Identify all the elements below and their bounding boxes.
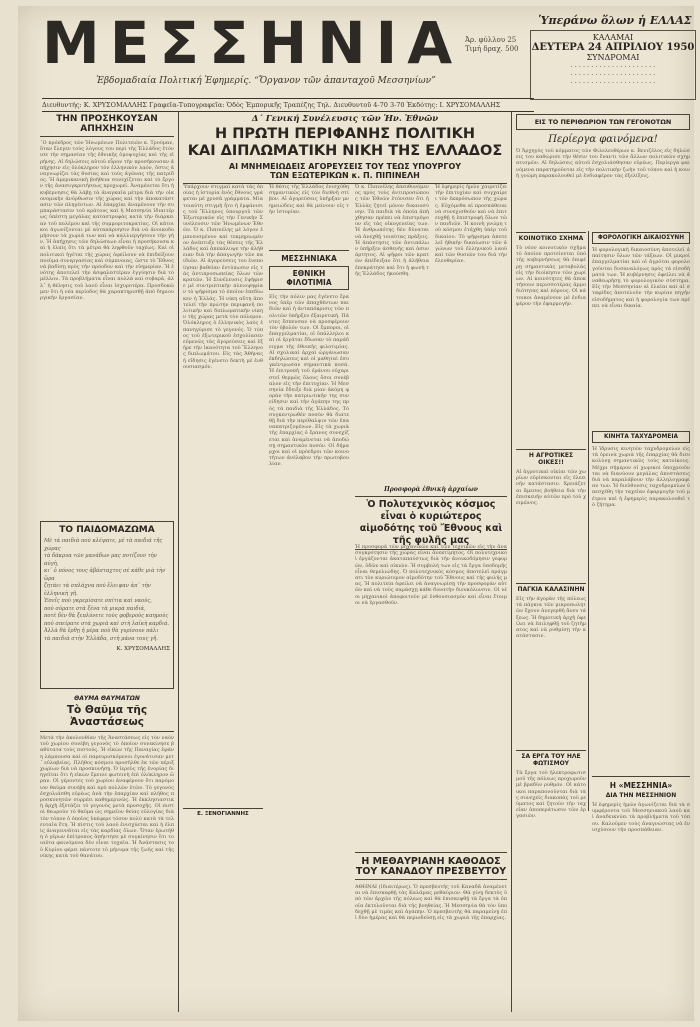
poem-body: Μὲ τὰ παιδιὰ ποὺ κλέψατε, μὲ τὰ παιδιὰ τῆς χώρας τὰ δάκρυα τῶν μανάδων μας ποτίζουν τὴν αὐγὴ, κι᾿ ὁ πόνος τους ἀβάσταχτος σὲ κάθε μιὰ τὴν ὥρα ζητάει τὰ σπλάχνα ποὺ ἔλειψαν ἀπ᾿ τὴν ἑλληνικὴ γῆ. Ἐσεῖς ποὺ γκρεμίσατε σπίτια καὶ ναούς, ποὺ σύρατε στὰ ξένα τὰ μικρὰ παιδιά, ποτὲ δὲν θὰ ξεπλύνετε τοὺς φοβεροὺς καημούς ποὺ σπείρατε στὰ χωριὰ καὶ στὴ λαϊκὴ καρδιά. Ἀλλὰ θὰ ἔρθῃ ἡ μέρα ποὺ θὰ γυρίσουν πάλι τὰ παιδιὰ στὴν Ἑλλάδα, στὴ μάνα τους γῆ. — [44, 538, 170, 642]
subscriptions-label: ΣΥΝΔΡΟΜΑΙ — [586, 53, 640, 62]
agrotikes-title: Η ΑΓΡΟΤΙΚΕΣ ΟΙΚΕΣ!! — [516, 449, 586, 466]
center-body-1: Ὑπάρχουν στιγμαὶ κατὰ τὰς ὁποίας ἡ ἱστορία ἑνὸς ἔθνους γράφεται μὲ χρυσᾶ γράμματα. Μία τοιαύτη στιγμὴ ἦτο ἡ ἐμφάνισις τοῦ Ἕλληνος ὑπουργοῦ τῶν Ἐξωτερικῶν εἰς τὴν Γενικὴν Συνέλευσιν τῶν Ἡνωμένων Ἐθνῶν. Ὁ κ. Πιπινέλης μὲ λόγον ἐμπνευσμένον καὶ τεκμηριωμένον ἀνέπτυξε τὰς θέσεις τῆς Ἑλλάδος καὶ ἀπεκάλυψε τὴν ἀλήθειαν διὰ τὴν ἀπαγωγὴν τῶν παιδιῶν. Αἱ ἀγορεύσεις του ἐνεποίησαν βαθεῖαν ἐντύπωσιν εἰς τὰς ἀντιπροσωπείας ὅλων τῶν κρατῶν. Ἡ Συνέλευσις ἐψήφισε μὲ συντριπτικὴν πλειοψηφίαν τὸ ψήφισμα τὸ ὁποῖον ἐπεδίωκεν ἡ Ἑλλάς. Ἡ νίκη αὕτη ἀποτελεῖ τὴν πρώτην περιφανῆ πολιτικὴν καὶ διπλωματικὴν νίκην τῆς χώρας μετὰ τὸν πόλεμον. Ὁλόκληρος ὁ ἑλληνικὸς λαὸς ἐπανηγύρισε τὸ γεγονός. Ὁ τύπος τοῦ ἐξωτερικοῦ ἐσχολίασεν εὐμενῶς τὰς ἀγορεύσεις καὶ ἐξῆρε τὴν ἱκανότητα τοῦ Ἕλληνος διπλωμάτου. Εἰς τὰς Ἀθήνας ἡ εἴδησις ἐγένετο δεκτὴ μὲ ἐνθουσιασμόν. — [183, 184, 263, 370]
pagkia-body: Εἰς τὴν ἀγορὰν τῆς πόλεως τὰ πάγκια τῶν μικροπωλητῶν ἔχουν ἀνεγερθῆ ἄνευ τάξεως. Ἡ δημοτικὴ ἀρχὴ ὀφείλει νὰ ἐπιληφθῇ τοῦ ζητήματος καὶ νὰ ρυθμίσῃ τὴν κατάστασιν. — [516, 596, 586, 640]
messinia-box-body: Ἡ ἐφημερὶς ἡμῶν ἀγωνίζεται διὰ τὰ συμφέροντα τοῦ Μεσσηνιακοῦ λαοῦ καὶ ἀναδεικνύει τὰ προβλήματα τοῦ τόπου. Καλοῦμεν τοὺς ἀναγνώστας νὰ ἐνισχύσουν τὴν προσπάθειαν. — [592, 802, 690, 833]
miracle-body: Μετὰ τὴν ἀκολουθίαν τῆς Ἀναστάσεως εἰς τὸν ναὸν τοῦ χωρίου συνέβη γεγονὸς τὸ ὁποῖον συνεκίνησε βαθύτατα τοὺς πιστούς. Ἡ εἰκὼν τῆς Παναγίας ἐφάνη λάμπουσα καὶ οἱ παρευρισκόμενοι ἐγονάτισαν μετ᾿ εὐλαβείας. Πλῆθος κόσμου προσῆλθε ἐκ τῶν πέριξ χωρίων διὰ νὰ προσκυνήσῃ. Ὁ ἱερεὺς τῆς ἐνορίας διηγεῖται ὅτι ἡ εἰκὼν ἔμεινε φωτεινὴ ἐπὶ ὁλόκληρον ὥραν. Οἱ γέροντες τοῦ χωρίου ἀναφέρουν ὅτι παρόμοιον θαῦμα συνέβη καὶ πρὸ πολλῶν ἐτῶν. Τὸ γεγονὸς ἐσχολιάσθη εὐρέως ἀνὰ τὴν ἐπαρχίαν καὶ πλῆθος προσκυνητῶν συρρέει καθημερινῶς. Ἡ ἐκκλησιαστικὴ ἀρχὴ ἐξετάζει τὸ γεγονὸς μετὰ προσοχῆς. Οἱ πιστοὶ θεωροῦν τὸ θαῦμα ὡς σημεῖον θείας εὐλογίας διὰ τὸν τόπον ὁ ὁποῖος ὑπέφερε τόσον πολὺ κατὰ τὰ τελευταῖα ἔτη. Ἡ πίστις τοῦ λαοῦ ἐνισχύεται καὶ ἡ ἐλπὶς ἀναγεννᾶται εἰς τὰς καρδίας ὅλων. Ὅταν ἐρωτήθη ὁ γέρων ἐπίτροπος ἀπήντησε μὲ συγκίνησιν ὅτι τοιαῦτα φαινόμενα δὲν εἶναι τυχαῖα. Ἡ Ἀνάστασις τοῦ Κυρίου φέρει πάντοτε τὸ μήνυμα τῆς ζωῆς καὶ τῆς νίκης κατὰ τοῦ θανάτου. — [40, 735, 174, 859]
center-headline-line1: Η ΠΡΩΤΗ ΠΕΡΙΦΑΝΗΣ ΠΟΛΙΤΙΚΗ — [215, 126, 475, 142]
right-subcol-2 — [592, 232, 690, 1012]
signature-1: Ε. ΞΕΝΟΓΙΑΝΝΗΣ — [183, 808, 263, 817]
info-bar: Διευθυντής: Κ. ΧΡΥΣΟΜΑΛΛΗΣ Γραφεῖα-Τυπογραφεῖα: Ὁδὸς Ἐμπορικῆς Τραπέζης Τηλ. Διευθυντοῦ 4-70 3-70 Ἐκδότης: Ι. ΧΡΥΣΟΜΑΛΛΗΣ — [42, 98, 534, 112]
center-subcol-2 — [269, 184, 349, 1004]
motto: Ὑπεράνω ὅλων ἡ ΕΛΛΑΣ — [538, 14, 692, 27]
center-body-3: Ὁ κ. Πιπινέλης ἀπευθυνόμενος πρὸς τοὺς ἀντιπροσώπους τῶν Ἐθνῶν ἐτόνισεν ὅτι ἡ Ἑλλὰς ζητεῖ μόνον δικαιοσύνην. Τὰ παιδιὰ τὰ ὁποῖα ἀπήχθησαν πρέπει νὰ ἐπιστρέψουν εἰς τὰς οἰκογενείας των. Ἡ ἀνθρωπότης δὲν δύναται νὰ ἀνεχθῇ τοιαύτας πράξεις. Ἡ ἀπάντησις τῶν ἀντιπάλων ὑπῆρξεν ἀσθενὴς καὶ ἀσυνάρτητος. Αἱ ψῆφοι τῶν κρατῶν ἀπέδειξαν ὅτι ἡ ἀλήθεια ἐπεκράτησε καὶ ὅτι ἡ φωνὴ τῆς Ἑλλάδος ἠκούσθη. — [355, 184, 429, 277]
center-kicker: Δ΄ Γενική Συνέλευσις τῶν Ἡν. Ἐθνῶν — [251, 114, 439, 124]
right-column — [516, 114, 690, 1014]
right-box-title: ΕΙΣ ΤΟ ΠΕΡΙΘΩΡΙΟΝ ΤΩΝ ΓΕΓΟΝΟΤΩΝ — [516, 114, 690, 130]
poem-author: Κ. ΧΡΥΣΟΜΑΛΛΗΣ — [116, 646, 170, 652]
center-section — [183, 114, 507, 1014]
center-headline-line2: ΚΑΙ ΔΙΠΛΩΜΑΤΙΚΗ ΝΙΚΗ ΤΗΣ ΕΛΛΑΔΟΣ — [187, 143, 503, 159]
polytechnic-body: Ἡ προσφορὰ τῶν μηχανικῶν καὶ τῶν τεχνικῶν εἰς τὴν ἀνασυγκρότησιν τῆς χώρας εἶναι ἀνεκτίμητος. Οἱ πολυτεχνικοὶ ἐργάζονται ἀκαταπαύστως διὰ τὴν ἀνοικοδόμησιν γεφυρῶν, ὁδῶν καὶ οἰκιῶν. Ἡ συμβολή των εἰς τὰ ἔργα ὑποδομῆς εἶναι θεμελιώδης. Ὁ πολυτεχνικὸς κόσμος ἀποτελεῖ πράγματι τὸν κυριώτερον αἱμοδότην τοῦ Ἔθνους καὶ τῆς φυλῆς μας. Ἡ πολιτεία ὀφείλει νὰ ἀναγνωρίσῃ τὴν προσφορὰν αὐτῶν καὶ νὰ τοὺς παράσχῃ κάθε δυνατὴν διευκόλυνσιν. Οἱ νέοι μηχανικοὶ ἀποφοιτοῦν μὲ ἐνθουσιασμὸν καὶ εἶναι ἕτοιμοι νὰ ἐργασθοῦν. — [355, 544, 507, 606]
pagkia-title: ΠΑΓΚΙΑ ΚΑΛΑΣΙΝΗΝ — [516, 583, 586, 593]
issue-info: Ἀρ. φύλλου 25 Τιμή δραχ. 500 — [465, 36, 519, 53]
messiniaka-title: ΜΕΣΣΗΝΙΑΚΑ — [269, 250, 349, 263]
ethniki-title: ΕΘΝΙΚΗ ΦΙΛΟΤΙΜΙΑ — [269, 266, 349, 290]
polytechnic-kicker: Προσφορὰ ἐθνικὴ ἀρχαίων — [384, 486, 478, 493]
polytechnic-headline: Ὁ Πολυτεχνικὸς κόσμος εἶναι ὁ κυριώτερος αἱμοδότης τοῦ Ἔθνους καὶ τῆς φυλῆς μας — [355, 496, 507, 550]
date-box — [530, 30, 696, 100]
issue-date: ΔΕΥΤΕΡΑ 24 ΑΠΡΙΛΙΟΥ 1950 — [531, 42, 695, 53]
subscription-prices: · · · · · · · · · · · · · · · · · · · · · · · · · · · · · · · · · · · · · · · · · · · · · · · · · · · · · · · · · · · · · · · — [570, 63, 656, 87]
article-body-apichisi: ᾿Ο πρόεδρος τῶν Ἡνωμένων Πολιτειῶν κ. Τρούμαν, ὅταν ἔλεγεν τοὺς λόγους του περὶ τῆς Ἑλλάδος ἐτόνισε τὴν σημασίαν τῆς ἐθνικῆς ὁμοψυχίας καὶ τῆς εἰρήνης. Αἱ δηλώσεις αὐτοῦ εὗρον τὴν προσήκουσαν ἀπήχησιν εἰς ὁλόκληρον τὸν ἑλληνικὸν λαόν, ὅστις ἀναγνωρίζει τὰς θυσίας καὶ τοὺς ἀγῶνας τῆς πατρίδος. Ἡ ἀμερικανικὴ βοήθεια συνεχίζεται καὶ τὸ ἔργον τῆς ἀνασυγκροτήσεως προχωρεῖ. Ἀναμένεται ὅτι ἡ κυβέρνησις θὰ λάβῃ τὰ ἀναγκαῖα μέτρα διὰ τὴν οἰκονομικὴν ἀνόρθωσιν τῆς χώρας καὶ τὴν ἀποκατάστασιν τῶν πληγέντων. Αἱ ἐπαρχίαι ἀναμένουν τὴν συμπαράστασιν τοῦ κράτους καὶ ἡ Μεσσηνία ἰδιαιτέρως ὑπέστη μεγάλας καταστροφὰς κατὰ τὴν διάρκειαν τοῦ πολέμου καὶ τῆς συμμοριτοκρατίας. Οἱ κάτοικοι ἀγωνίζονται μὲ αὐταπάρνησιν διὰ νὰ ἀνοικοδομήσουν τὰ χωριά των καὶ νὰ καλλιεργήσουν τὴν γῆν. Ἡ ἀπήχησις τῶν δηλώσεων εἶναι ἡ προσήκουσα καὶ ἡ ἐλπὶς ὅτι τὰ μέτρα θὰ ληφθοῦν ταχέως. Καὶ οἱ πολιτικοὶ ἡγέται τῆς χώρας ὀφείλουν νὰ ἐπιδείξουν πνεῦμα συνεργασίας καὶ σύμπνοιας, ὥστε τὸ Ἔθνος νὰ βαδίσῃ πρὸς τὴν πρόοδον καὶ τὴν εὐημερίαν. Ἡ ἑνότης ἀποτελεῖ τὴν ἀσφαλεστέραν ἐγγύησιν διὰ τὸ μέλλον. Τὰ προβλήματα εἶναι πολλὰ καὶ σοβαρά, ἀλλ᾿ ἡ θέλησις τοῦ λαοῦ εἶναι ἰσχυροτέρα. Προσδοκῶμεν ὅτι ἡ νέα περίοδος θὰ χαρακτηρισθῇ ἀπὸ δημιουργικὴν ἐργασίαν. — [40, 140, 174, 302]
foroligiki-title: ΦΟΡΟΛΟΓΙΚΗ ΔΙΚΑΙΟΣΥΝΗ — [592, 232, 690, 244]
newspaper-title: ΜΕΣΣΗΝΙΑ — [42, 9, 463, 77]
erga-title: ΣΑ ΕΡΓΑ ΤΟΥ ΗΛΕ ΦΩΤΙΣΜΟΥ — [516, 750, 586, 767]
center-subcol-3 — [355, 184, 429, 484]
messinia-box-line1: Η «ΜΕΣΣΗΝΙΑ» — [592, 776, 690, 790]
masthead-subtitle: Ἑβδομαδιαία Πολιτική Ἐφημερίς. “Ὄργανον τῶν ἀπανταχοῦ Μεσσηνίων” — [96, 76, 436, 86]
poem-title: ΤΟ ΠΑΙΔΟΜΑΖΩΜΑ — [59, 525, 155, 535]
miracle-title: Τὸ Θαῦμα τῆς Ἀναστάσεως — [40, 704, 174, 732]
canal-body-area — [355, 884, 507, 1014]
erga-body: Τὰ ἔργα τοῦ ἠλεκτροφωτισμοῦ τῆς πόλεως προχωροῦν μὲ βραδὺν ρυθμόν. Οἱ κάτοικοι παραπονοῦνται διὰ τὰς συνεχεῖς διακοπὰς τοῦ ρεύματος καὶ ζητοῦν τὴν ταχεῖαν ἀποπεράτωσιν τῶν ἐργασιῶν. — [516, 770, 586, 820]
canal-body: ΑΘΗΝΑΙ (ἰδιαιτέρως). Ὁ πρεσβευτὴς τοῦ Καναδᾶ ἀναμένεται νὰ ἐπισκεφθῇ τὰς Καλάμας μεθαύριον. Θὰ γίνῃ δεκτὸς ὑπὸ τῶν ἀρχῶν τῆς πόλεως καὶ θὰ ἐπισκεφθῇ τὰ ἔργα τὰ ὁποῖα ἐκτελοῦνται διὰ τῆς βοηθείας. Ἡ Μεσσηνία θὰ τὸν ὑποδεχθῇ μὲ τιμὰς καὶ ἀγάπην. Ὁ πρεσβευτὴς θὰ παραμείνῃ ἐπὶ δύο ἡμέρας καὶ θὰ περιοδεύσῃ εἰς τὰ χωριὰ τῆς ἐπαρχίας. — [355, 884, 507, 922]
masthead — [42, 9, 482, 77]
center-subcol-4 — [435, 184, 507, 484]
kinoteko-title: ΚΟΙΝΟΤΙΚΟ ΣΧΗΜΑ — [516, 232, 586, 242]
city: ΚΑΛΑΜΑΙ — [592, 33, 634, 42]
center-subhead-line2: ΤΩΝ ΕΞΩΤΕΡΙΚΩΝ κ. Π. ΠΙΠΙΝΕΛΗ — [183, 171, 507, 184]
kinita-title: ΚΙΝΗΤΑ ΤΑΧΥΔΡΟΜΕΙΑ — [592, 431, 690, 443]
polytechnic-body-area — [355, 544, 507, 704]
newspaper-page — [18, 6, 694, 1021]
right-headline: Περίεργα φαινόμενα! — [548, 134, 658, 145]
center-body-2b: Εἰς τὴν πόλιν μας ἐγένετο ἔρανος ὑπὲρ τῶν ἀπαχθέντων παιδιῶν καὶ ἡ ἀνταπόκρισις τῶν πολιτῶν ὑπῆρξεν ἐξαιρετική. Πάντες ἔσπευσαν νὰ προσφέρουν τὸν ὀβολόν των. Οἱ ἔμποροι, οἱ ἐπαγγελματίαι, οἱ ὑπάλληλοι καὶ οἱ ἐργάται ἔδωσαν τὸ παράδειγμα τῆς ἐθνικῆς φιλοτιμίας. Αἱ σχολικαὶ ἀρχαὶ ὠργάνωσαν ἐκδηλώσεις καὶ οἱ μαθηταὶ ἐσυγκέντρωσαν σημαντικὰ ποσά. Ἡ ἐπιτροπὴ τοῦ ἐράνου εὐχαριστεῖ θερμῶς ὅλους ὅσοι συνέβαλον εἰς τὴν ἐπιτυχίαν. Ἡ Μεσσηνία ἔδειξε διὰ μίαν ἀκόμη φορὰν τὴν πατριωτικήν της συνείδησιν καὶ τὴν ἀγάπην της πρὸς τὰ παιδιὰ τῆς Ἑλλάδος. Τὸ συγκεντρωθὲν ποσὸν θὰ διατεθῇ διὰ τὴν περίθαλψιν τῶν ἐπαναπατριζομένων. Εἰς τὰ χωριὰ τῆς ἐπαρχίας ὁ ἔρανος συνεχίζεται καὶ ἀναμένεται νὰ ἀποδώσῃ σημαντικὸν ποσόν. Οἱ δήμαρχοι καὶ οἱ πρόεδροι τῶν κοινοτήτων ἀνέλαβον τὴν πρωτοβουλίαν. — [269, 294, 349, 468]
kinoteko-body: Τὸ νέον κοινοτικὸν σχῆμα τὸ ὁποῖον προτείνεται ὑπὸ τῆς κυβερνήσεως θὰ ἐπιφέρῃ σημαντικὰς μεταβολὰς εἰς τὴν διοίκησιν τῶν χωρίων. Αἱ κοινότητες θὰ ἀποκτήσουν περισσοτέρας ἁρμοδιότητας καὶ πόρους. Οἱ κάτοικοι ἀναμένουν μὲ ἐνδιαφέρον τὴν ἐφαρμογήν. — [516, 245, 586, 307]
center-subcol-1 — [183, 184, 263, 1004]
center-body-4: Ἡ ἐφημερὶς ἡμῶν χαιρετίζει τὴν ἐπιτυχίαν καὶ συγχαίρει τὸν ἐκπρόσωπον τῆς χώρας. Εὐχόμεθα αἱ προσπάθειαι νὰ συνεχισθοῦν καὶ νὰ ἐπιτευχθῇ ἡ ἐπιστροφὴ ὅλων τῶν παιδιῶν. Ἡ κοινὴ γνώμη τοῦ κόσμου ἐτάχθη ὑπὲρ τοῦ δικαίου. Τὸ ψήφισμα ἀποτελεῖ ἠθικὴν δικαίωσιν τῶν ἀγώνων τοῦ ἑλληνικοῦ λαοῦ καὶ τῶν θυσιῶν του διὰ τὴν ἐλευθερίαν. — [435, 184, 507, 265]
messinia-box-line2: ΔΙΑ ΤΗΝ ΜΕΣΣΗΝΙΟΝ — [605, 792, 677, 799]
center-subhead-line1: ΑΙ ΜΝΗΜΕΙΩΔΕΙΣ ΑΓΟΡΕΥΣΕΙΣ ΤΟΥ ΤΕΩΣ ΥΠΟΥΡΓΟΥ — [228, 162, 462, 171]
kinita-body: Ἡ ἵδρυσις κινητῶν ταχυδρομείων εἰς τὰ ὀρεινὰ χωριὰ τῆς ἐπαρχίας θὰ διευκολύνῃ σημαντικῶς τοὺς κατοίκους. Μέχρι σήμερον οἱ χωρικοὶ ὑποχρεοῦνται νὰ διανύουν μεγάλας ἀποστάσεις διὰ νὰ παραλάβουν τὴν ἀλληλογραφίαν των. Ἡ διεύθυνσις ταχυδρομείων ὑπεσχέθη τὴν ταχεῖαν ἐφαρμογὴν τοῦ μέτρου καὶ ἡ ἐφημερὶς παρακολουθεῖ τὸ ζήτημα. — [592, 446, 690, 508]
article-title-apichisi: ΤΗΝ ΠΡΟΣΗΚΟΥΣΑΝ ΑΠΗΧΗΣΙΝ — [40, 114, 174, 137]
left-column — [40, 114, 174, 1014]
agrotikes-body: Αἱ ἀγροτικαὶ οἰκίαι τῶν χωρίων εὑρίσκονται εἰς ἐλεεινὴν κατάστασιν. Χρειάζεται ἄμεσος βοήθεια διὰ τὴν ἐπισκευὴν αὐτῶν πρὸ τοῦ χειμῶνος. — [516, 469, 586, 507]
canal-headline-line2: ΤΟΥ ΚΑΝΑΔΟΥ ΠΡΕΣΒΕΥΤΟΥ — [355, 866, 507, 880]
right-subcol-1 — [516, 232, 586, 1012]
poem-box — [40, 521, 174, 689]
miracle-kicker: ΘΑΥΜΑ ΘΑΥΜΑΤΩΝ — [74, 695, 140, 702]
canal-headline-line1: Η ΜΕΘΑΥΡΙΑΝΗ ΚΑΘΟΔΟΣ — [355, 852, 507, 867]
right-top-body: Ὁ Ἀρχηγὸς τοῦ κόμματος τῶν Φιλελευθέρων κ. Βενιζέλος εἰς δηλώσεις του καθώρισε τὴν θέσιν του ἔναντι τῶν ἄλλων πολιτικῶν σχηματισμῶν. Αἱ δηλώσεις αὐτοῦ ἐσχολιάσθησαν εὐρέως. Περίεργα φαινόμενα παρατηροῦνται εἰς τὴν πολιτικὴν ζωὴν τοῦ τόπου καὶ ἡ κοινὴ γνώμη παρακολουθεῖ μὲ ἐνδιαφέρον τὰς ἐξελίξεις. — [516, 148, 690, 179]
foroligiki-body: Ἡ φορολογικὴ δικαιοσύνη ἀποτελεῖ ἀπαίτησιν ὅλων τῶν τάξεων. Οἱ μικροὶ ἐπαγγελματίαι καὶ οἱ ἀγρόται φορολογοῦνται δυσαναλόγως πρὸς τὰ εἰσοδήματά των. Ἡ κυβέρνησις ὀφείλει νὰ ἀναθεωρήσῃ τὸ φορολογικὸν σύστημα. Εἰς τὴν Μεσσηνίαν αἱ ἐλαῖαι καὶ αἱ σταφίδες ἀποτελοῦν τὴν κυρίαν πηγὴν εἰσοδήματος καὶ ἡ φορολογία των πρέπει νὰ εἶναι δικαία. — [592, 247, 690, 309]
center-body-2a: Ἡ θέσις τῆς Ἑλλάδος ἐνισχύθη σημαντικῶς εἰς τὸν διεθνῆ στίβον. Αἱ ἀγορεύσεις ὑπῆρξαν μνημειώδεις καὶ θὰ μείνουν εἰς τὴν ἱστορίαν. — [269, 184, 349, 215]
